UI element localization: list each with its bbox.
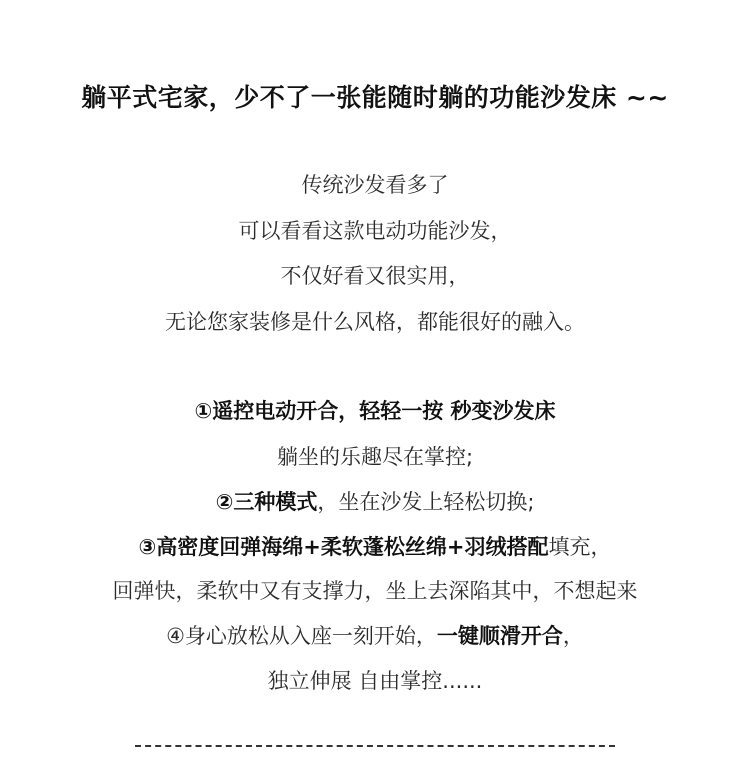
intro-line-4: 无论您家装修是什么风格，都能很好的融入。 xyxy=(165,310,585,334)
feature-2-rest: ，坐在沙发上轻松切换; xyxy=(317,490,535,514)
feature-4 xyxy=(0,622,750,650)
dashed-divider xyxy=(135,745,615,747)
feature-1-desc: 躺坐的乐趣尽在掌控; xyxy=(276,445,474,469)
feature-2-bold: ②三种模式 xyxy=(215,490,318,514)
feature-4-end: ， xyxy=(562,624,584,648)
feature-4-start: ④身心放松从入座一刻开始， xyxy=(166,624,437,648)
feature-3 xyxy=(0,533,750,561)
headline: 躺平式宅家，少不了一张能随时躺的功能沙发床 ~~ xyxy=(81,83,669,112)
intro-line-2: 可以看看这款电动功能沙发， xyxy=(238,219,512,243)
feature-4-bold: 一键顺滑开合 xyxy=(436,624,563,648)
feature-3-rest: 填充， xyxy=(548,535,612,559)
intro-line-1: 传统沙发看多了 xyxy=(301,173,449,197)
feature-2 xyxy=(0,488,750,516)
feature-1-title xyxy=(0,397,750,425)
feature-3-desc: 回弹快，柔软中又有支撑力，坐上去深陷其中，不想起来 xyxy=(112,579,638,603)
intro-line-3: 不仅好看又很实用， xyxy=(280,264,470,288)
feature-4-desc: 独立伸展 自由掌控...... xyxy=(267,669,483,693)
feature-1-bold: ①遥控电动开合，轻轻一按 秒变沙发床 xyxy=(194,399,556,423)
feature-3-bold: ③高密度回弹海绵+柔软蓬松丝绵+羽绒搭配 xyxy=(138,535,549,559)
